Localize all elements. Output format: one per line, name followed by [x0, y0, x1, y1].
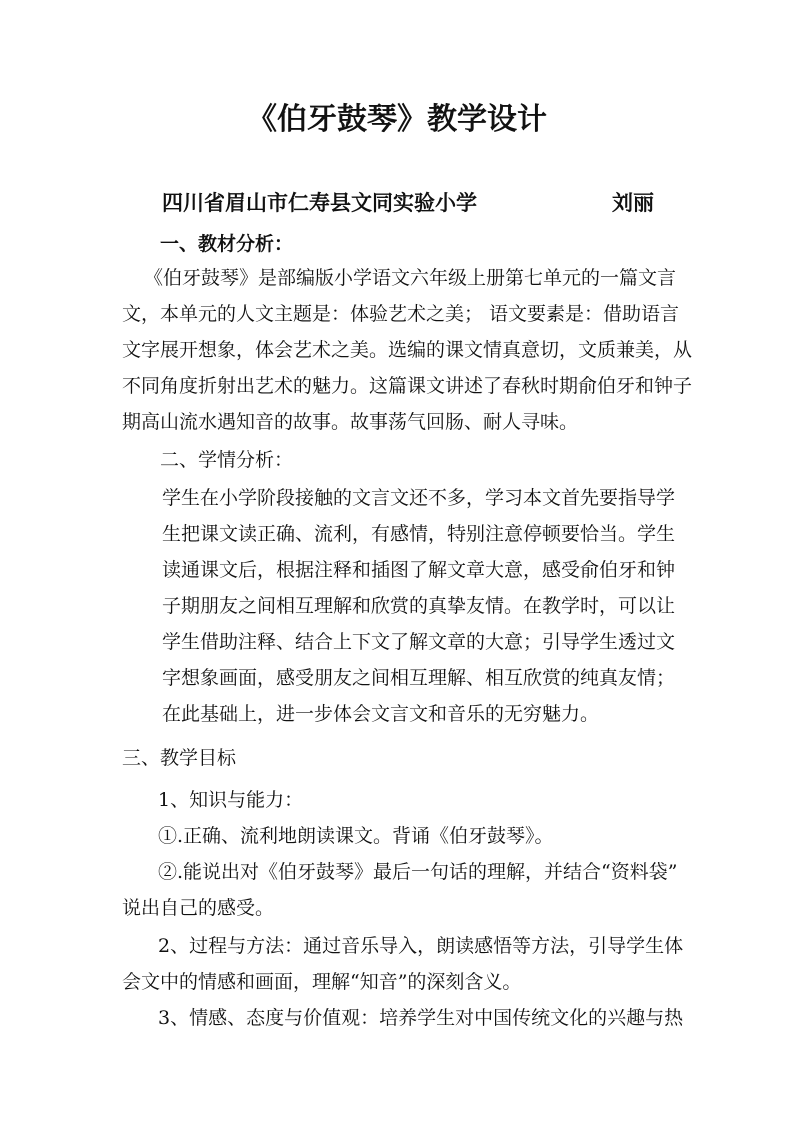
paragraph-line: 期高山流水遇知音的故事。故事荡气回肠、耐人寻味。	[122, 411, 579, 433]
subsection-emotion-values: 3、情感、态度与价值观：培养学生对中国传统文化的兴趣与热	[158, 1007, 684, 1029]
section-heading-student-analysis: 二、学情分析：	[160, 449, 294, 471]
author-name: 刘丽	[612, 191, 654, 215]
paragraph-line: 学生在小学阶段接触的文言文还不多，学习本文首先要指导学	[162, 487, 676, 509]
paragraph-line: 《伯牙鼓琴》是部编版小学语文六年级上册第七单元的一篇文言	[144, 267, 677, 289]
document-title: 《伯牙鼓琴》教学设计	[247, 102, 547, 137]
paragraph-line: 文，本单元的人文主题是：体验艺术之美； 语文要素是：借助语言	[122, 303, 680, 325]
paragraph-line: 学生借助注释、结合上下文了解文章的大意；引导学生透过文	[162, 631, 676, 653]
paragraph-line: 文字展开想象，体会艺术之美。选编的课文情真意切，文质兼美，从	[122, 339, 693, 361]
paragraph-line: 读通课文后，根据注释和插图了解文章大意，感受俞伯牙和钟	[162, 559, 676, 581]
school-name: 四川省眉山市仁寿县文同实验小学	[162, 191, 477, 215]
goal-item: ①.正确、流利地朗读课文。背诵《伯牙鼓琴》。	[158, 825, 554, 847]
paragraph-line: 生把课文读正确、流利，有感情，特别注意停顿要恰当。学生	[162, 523, 676, 545]
section-heading-textbook-analysis: 一、教材分析：	[160, 233, 294, 255]
subsection-heading-knowledge: 1、知识与能力：	[158, 789, 304, 811]
paragraph-line: 子期朋友之间相互理解和欣赏的真挚友情。在教学时，可以让	[162, 595, 676, 617]
subsection-process-method-continued: 会文中的情感和画面，理解“知音”的深刻含义。	[122, 971, 522, 993]
subsection-process-method: 2、过程与方法：通过音乐导入，朗读感悟等方法，引导学生体	[158, 935, 684, 957]
paragraph-line: 字想象画面，感受朋友之间相互理解、相互欣赏的纯真友情；	[162, 667, 676, 689]
section-heading-teaching-goals: 三、教学目标	[122, 747, 237, 769]
goal-item: ②.能说出对《伯牙鼓琴》最后一句话的理解，并结合“资料袋”	[158, 861, 678, 883]
paragraph-line: 不同角度折射出艺术的魅力。这篇课文讲述了春秋时期俞伯牙和钟子	[122, 375, 693, 397]
goal-item-continued: 说出自己的感受。	[122, 897, 275, 919]
paragraph-line: 在此基础上，进一步体会文言文和音乐的无穷魅力。	[162, 703, 600, 725]
